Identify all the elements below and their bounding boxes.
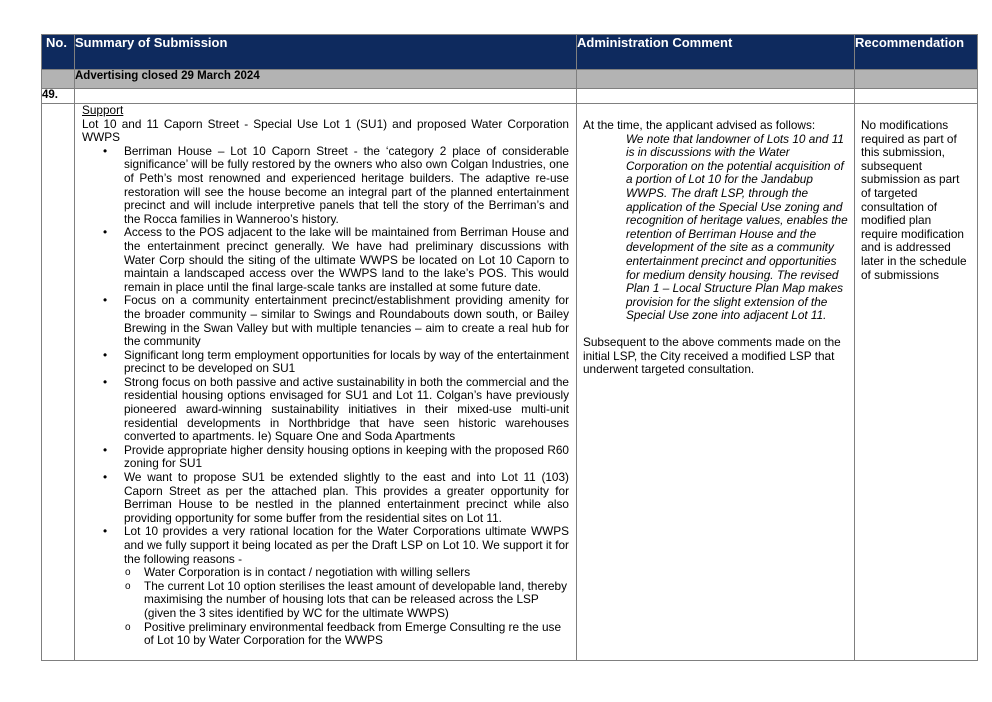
list-item-text: • Lot 10 provides a very rational location for the Water Corporations ultimate WWPS and we fully support it being located as per the Draft LSP on Lot 10. We support it for the following reasons - (124, 524, 569, 566)
list-item: • Focus on a community entertainment precinct/establishment providing amenity for the broader community – similar to Swings and Roundabouts down south, or Bailey Brewing in the Swan Valley but with multiple tenancies – aim to create a real hub for the community (82, 294, 569, 348)
submission-number-row-rec-cell (855, 89, 978, 104)
list-item-with-reasons (82, 525, 569, 647)
submission-number-row-admin-cell (577, 89, 855, 104)
reasons-sublist (124, 566, 569, 648)
list-item: • We want to propose SU1 be extended slightly to the east and into Lot 11 (103) Caporn Street as per the attached plan. This provides a greater opportunity for Berriman House to be nestled in the planned entertainment precinct while also providing opportunity for some buffer from the residential sites on Lot 11. (82, 471, 569, 525)
submission-number-row (42, 89, 978, 104)
list-item: • Berriman House – Lot 10 Caporn Street - the ‘category 2 place of considerable significance’ will be fully restored by the owners who also own Colgan Industries, one of Peth’s most renowned and experienced heritage builders. The adaptive re-use restoration will see the house become an integral part of the planned entertainment precinct and will include interpretive panels that tell the story of the Berriman’s and the Rocca families in Wanneroo’s history. (82, 145, 569, 227)
recommendation-text: No modifications required as part of this submission, subsequent submission as part of targeted consultation of modified plan require modification and is addressed later in the schedule of submissions (861, 118, 967, 282)
sublist-item: o Positive preliminary environmental feedback from Emerge Consulting re the use of Lot 10 by Water Corporation for the WWPS (124, 621, 569, 648)
advertising-row-admin-cell (577, 70, 855, 89)
list-item: • Access to the POS adjacent to the lake will be maintained from Berriman House and the entertainment precinct generally. We have had preliminary discussions with Water Corp should the siting of the ultimate WWPS be located on Lot 10 Caporn to maintain a landscaped access over the WWPS land to the lake’s POS. This would remain in place until the final large-scale tanks are installed at some future date. (82, 226, 569, 294)
header-recommendation: Recommendation (855, 35, 978, 70)
admin-comment-followup: Subsequent to the above comments made on the initial LSP, the City received a modified LSP that underwent targeted consultation. (583, 334, 841, 377)
sublist-item: o The current Lot 10 option sterilises the least amount of developable land, thereby maximising the number of housing lots that can be released across the LSP (given the 3 sites identified by WC for the ultimate WWPS) (124, 580, 569, 621)
recommendation-cell (855, 104, 978, 661)
administration-comment-cell (577, 104, 855, 661)
header-admin-comment: Administration Comment (577, 35, 855, 70)
sublist-item: o Water Corporation is in contact / negotiation with willing sellers (124, 566, 569, 580)
header-summary: Summary of Submission (75, 35, 577, 70)
submission-number: 49. (42, 89, 75, 104)
advertising-closed-label: Advertising closed 29 March 2024 (75, 70, 577, 89)
advertising-row-no-cell (42, 70, 75, 89)
submission-subject: Lot 10 and 11 Caporn Street - Special Use Lot 1 (SU1) and proposed Water Corporation WWPS (82, 116, 569, 145)
header-no: No. (42, 35, 75, 70)
submission-body-no-cell (42, 104, 75, 661)
list-item: • Strong focus on both passive and active sustainability in both the commercial and the residential housing options envisaged for SU1 and Lot 11. Colgan’s have previously pioneered award-winning sustainability initiatives in their mixed-use multi-unit residential developments in Northbridge that have seen historic warehouses converted to apartments. Ie) Square One and Soda Apartments (82, 376, 569, 444)
submission-body-row (42, 104, 978, 661)
advertising-row-rec-cell (855, 70, 978, 89)
list-item: • Significant long term employment opportunities for locals by way of the entertainment precinct to be developed on SU1 (82, 349, 569, 376)
submissions-schedule-table (41, 34, 978, 661)
submission-position: Support (82, 103, 124, 117)
advertising-row (42, 70, 978, 89)
summary-of-submission-cell (75, 104, 577, 661)
admin-comment-intro: At the time, the applicant advised as follows: (583, 118, 816, 132)
submission-number-row-summary-cell (75, 89, 577, 104)
submission-points-list (82, 145, 569, 648)
admin-comment-quote: We note that landowner of Lots 10 and 11 is in discussions with the Water Corporation on the potential acquisition of a portion of Lot 10 for the Jandabup WWPS. The draft LSP, through the application of the Special Use zoning and recognition of heritage values, enables the retention of Berriman House and the development of the site as a community entertainment precinct and opportunities for medium density housing. The revised Plan 1 – Local Structure Plan Map makes provision for the slight extension of the Special Use zone into adjacent Lot 11. (626, 131, 848, 323)
list-item: • Provide appropriate higher density housing options in keeping with the proposed R60 zoning for SU1 (82, 444, 569, 471)
table-header-row (42, 35, 978, 70)
